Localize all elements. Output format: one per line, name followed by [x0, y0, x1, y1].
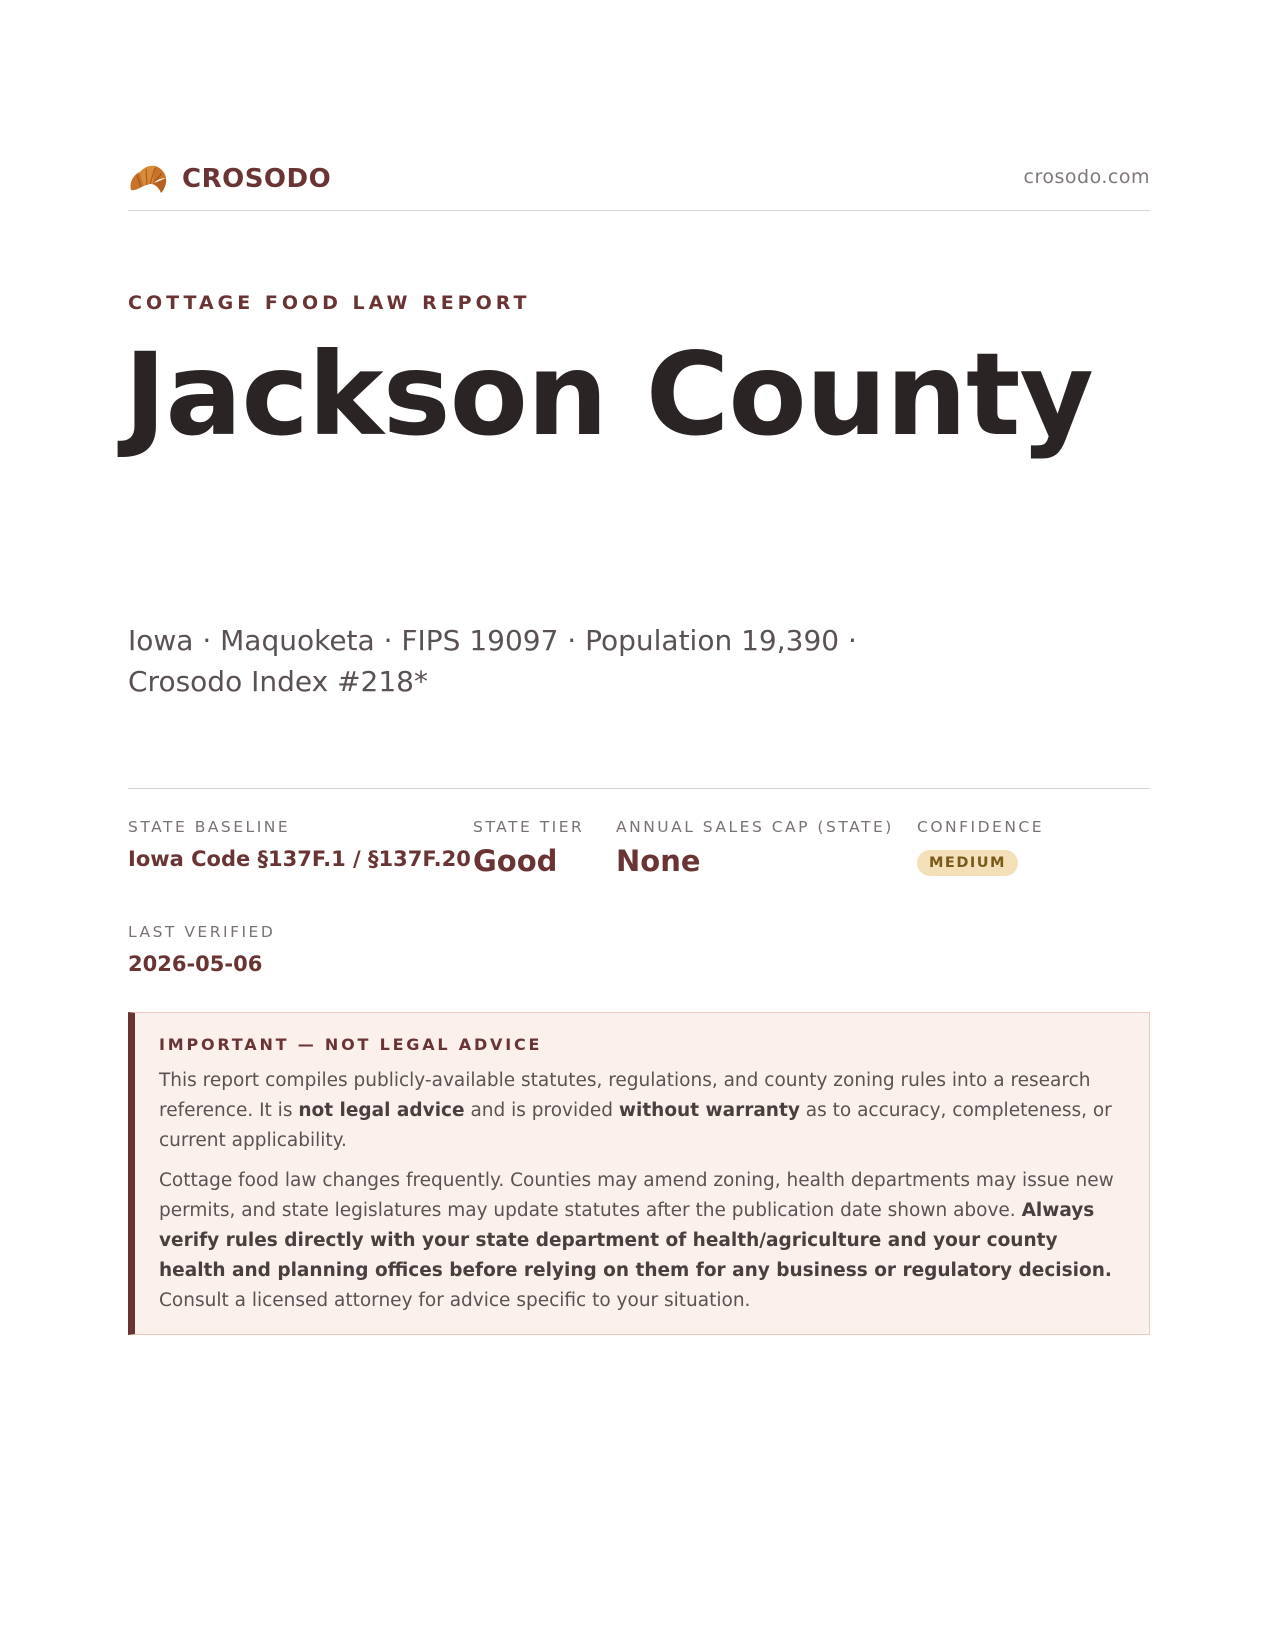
notice-emphasis: without warranty: [618, 1100, 800, 1121]
notice-text: as to accuracy, completeness, or current applicability.: [159, 1100, 1112, 1151]
notice-text: Consult a licensed attorney for advice specific to your situation.: [159, 1290, 751, 1311]
stat-last-verified: [128, 923, 275, 976]
stat-value: 2026-05-06: [128, 952, 263, 976]
notice-text: This report compiles publicly-available statutes, regulations, and county zoning rules into a research reference. It is: [159, 1070, 1091, 1121]
report-subtitle: Iowa · Maquoketa · FIPS 19097 · Population 19,390 · Crosodo Index #218*: [128, 624, 857, 698]
brand: [128, 160, 331, 198]
notice-paragraph: [159, 1166, 1125, 1316]
page-title: Jackson County: [124, 328, 1093, 461]
stat-label: LAST VERIFIED: [128, 923, 276, 941]
site-url[interactable]: crosodo.com: [1023, 166, 1150, 188]
report-eyebrow: COTTAGE FOOD LAW REPORT: [128, 292, 531, 314]
stat-value: Good: [473, 844, 558, 878]
legal-notice: [128, 1012, 1150, 1335]
notice-paragraph: [159, 1066, 1125, 1156]
notice-emphasis: not legal advice: [298, 1100, 465, 1121]
brand-name: CROSODO: [182, 164, 332, 194]
stat-state-tier: [473, 818, 584, 878]
confidence-badge: MEDIUM: [917, 850, 1018, 876]
stat-label: STATE TIER: [473, 818, 585, 836]
notice-text: and is provided: [464, 1100, 619, 1121]
stat-label: CONFIDENCE: [917, 818, 1045, 836]
page-header: [128, 158, 1150, 211]
croissant-icon: [128, 160, 168, 198]
stat-value: None: [616, 844, 701, 878]
stat-confidence: [917, 818, 1044, 876]
notice-title: IMPORTANT — NOT LEGAL ADVICE: [159, 1035, 543, 1054]
stat-label: ANNUAL SALES CAP (STATE): [616, 818, 894, 836]
stat-value: Iowa Code §137F.1 / §137F.20: [128, 847, 471, 871]
stat-sales-cap: [616, 818, 894, 878]
stat-label: STATE BASELINE: [128, 818, 291, 836]
notice-text: Cottage food law changes frequently. Counties may amend zoning, health departments may issue new permits, and state legislatures may update statutes after the publication date shown above.: [159, 1170, 1114, 1221]
section-divider: [128, 788, 1150, 789]
stat-state-baseline: [128, 818, 471, 871]
notice-emphasis: Always verify rules directly with your state department of health/agriculture and your county health and planning offices before relying on them for any business or regulatory decision.: [159, 1200, 1112, 1281]
